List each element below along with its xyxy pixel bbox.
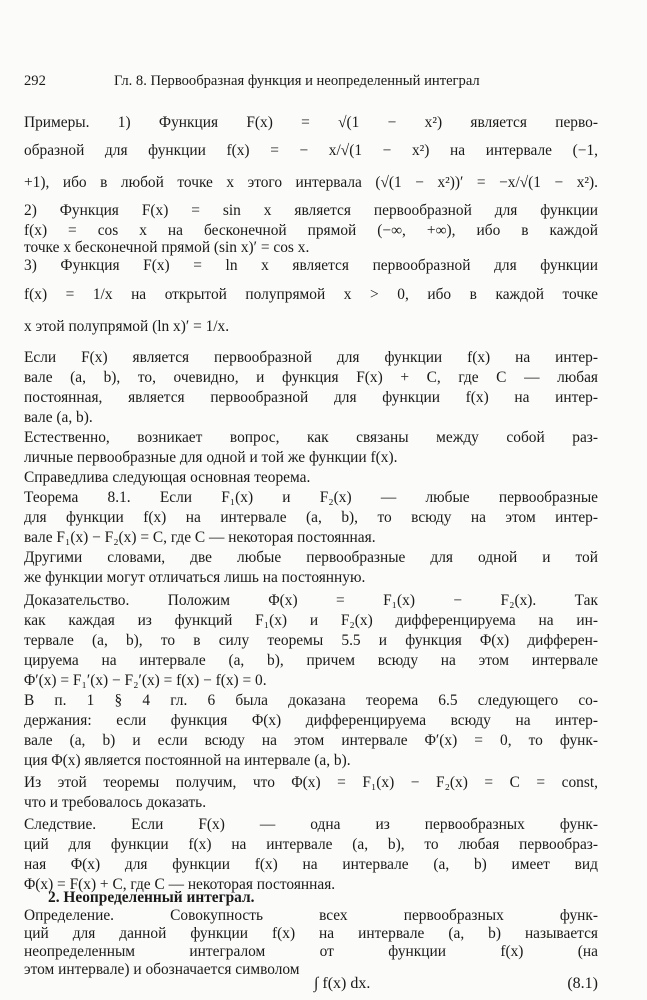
- corollary-line: Φ(x) = F(x) + C, где C — некоторая постоянная.: [24, 876, 336, 893]
- text-line: Естественно, возникает вопрос, как связаны между собой раз-: [24, 429, 598, 446]
- corollary-line: ная Φ(x) для функции f(x) на интервале (a, b) имеет вид: [24, 856, 598, 873]
- text-line: Другими словами, две любые первообразные для одной и той: [24, 549, 598, 566]
- proof-line: как каждая из функций F₁(x) и F₂(x) дифференцируема на ин-: [24, 612, 598, 629]
- text-line: постоянная, является первообразной для функции f(x) на интер-: [24, 389, 598, 406]
- proof-line: Φ′(x) = F₁′(x) − F₂′(x) = f(x) − f(x) = 0.: [24, 672, 267, 689]
- corollary-line: Следствие. Если F(x) — одна из первообразных функ-: [24, 816, 598, 833]
- text-line: что и требовалось доказать.: [24, 794, 207, 811]
- text-line: образной для функции f(x) = − x/√(1 − x²) на интервале (−1,: [24, 142, 598, 159]
- proof-line: тервале (a, b), то в силу теоремы 5.5 и функция Φ(x) дифферен-: [24, 632, 598, 649]
- text-line: Если F(x) является первообразной для функции f(x) на интер-: [24, 349, 598, 366]
- text-line: Из этой теоремы получим, что Φ(x) = F₁(x) − F₂(x) = C = const,: [24, 774, 598, 791]
- text-line: f(x) = cos x на бесконечной прямой (−∞, +∞), ибо в каждой: [24, 222, 598, 239]
- text-line: вале (a, b).: [24, 409, 93, 426]
- text-line: x этой полупрямой (ln x)′ = 1/x.: [24, 318, 230, 335]
- equation-formula: ∫ f(x) dx.: [314, 975, 371, 992]
- definition-line: этом интервале) и обозначается символом: [24, 961, 300, 978]
- text-line: держания: если функция Φ(x) дифференцируема всюду на интер-: [24, 712, 598, 729]
- proof-line: Доказательство. Положим Φ(x) = F₁(x) − F₂(x). Так: [24, 592, 598, 609]
- text-line: вале (a, b) и если всюду на этом интервале Φ′(x) = 0, то функ-: [24, 732, 598, 749]
- definition-line: ций для данной функции f(x) на интервале (a, b) называется: [24, 925, 598, 942]
- theorem-line: вале F₁(x) − F₂(x) = C, где C — некоторая постоянная.: [24, 529, 376, 546]
- text-line: В п. 1 § 4 гл. 6 была доказана теорема 6.5 следующего со-: [24, 692, 598, 709]
- text-line: +1), ибо в любой точке x этого интервала (√(1 − x²))′ = −x/√(1 − x²).: [24, 174, 598, 191]
- corollary-line: ций для функции f(x) на интервале (a, b), то любая первообраз-: [24, 836, 598, 853]
- text-line: 3) Функция F(x) = ln x является первообразной для функции: [24, 257, 598, 274]
- display-equation: [24, 975, 598, 1000]
- text-line: же функции могут отличаться лишь на постоянную.: [24, 569, 366, 586]
- equation-number: (8.1): [567, 975, 598, 992]
- text-line: f(x) = 1/x на открытой полупрямой x > 0, ибо в каждой точке: [24, 286, 598, 303]
- text-line: точке x бесконечной прямой (sin x)′ = cos x.: [24, 239, 310, 256]
- definition-line: неопределенным интегралом от функции f(x) (на: [24, 943, 598, 960]
- page-number: 292: [24, 73, 46, 89]
- running-title: Гл. 8. Первообразная функция и неопределенный интеграл: [114, 73, 480, 89]
- proof-line: цируема на интервале (a, b), причем всюду на этом интервале: [24, 652, 598, 669]
- theorem-line: Теорема 8.1. Если F₁(x) и F₂(x) — любые первообразные: [24, 489, 598, 506]
- section-heading: 2. Неопределенный интеграл.: [48, 889, 255, 906]
- theorem-line: для функции f(x) на интервале (a, b), то всюду на этом интер-: [24, 509, 598, 526]
- text-line: личные первообразные для одной и той же функции f(x).: [24, 449, 398, 466]
- text-line: Примеры. 1) Функция F(x) = √(1 − x²) является перво-: [24, 114, 598, 131]
- text-line: ция Φ(x) является постоянной на интервале (a, b).: [24, 752, 351, 769]
- definition-line: Определение. Совокупность всех первообразных функ-: [24, 907, 598, 924]
- text-line: 2) Функция F(x) = sin x является первообразной для функции: [24, 202, 598, 219]
- text-line: вале (a, b), то, очевидно, и функция F(x) + C, где C — любая: [24, 369, 598, 386]
- text-line: Справедлива следующая основная теорема.: [24, 469, 311, 486]
